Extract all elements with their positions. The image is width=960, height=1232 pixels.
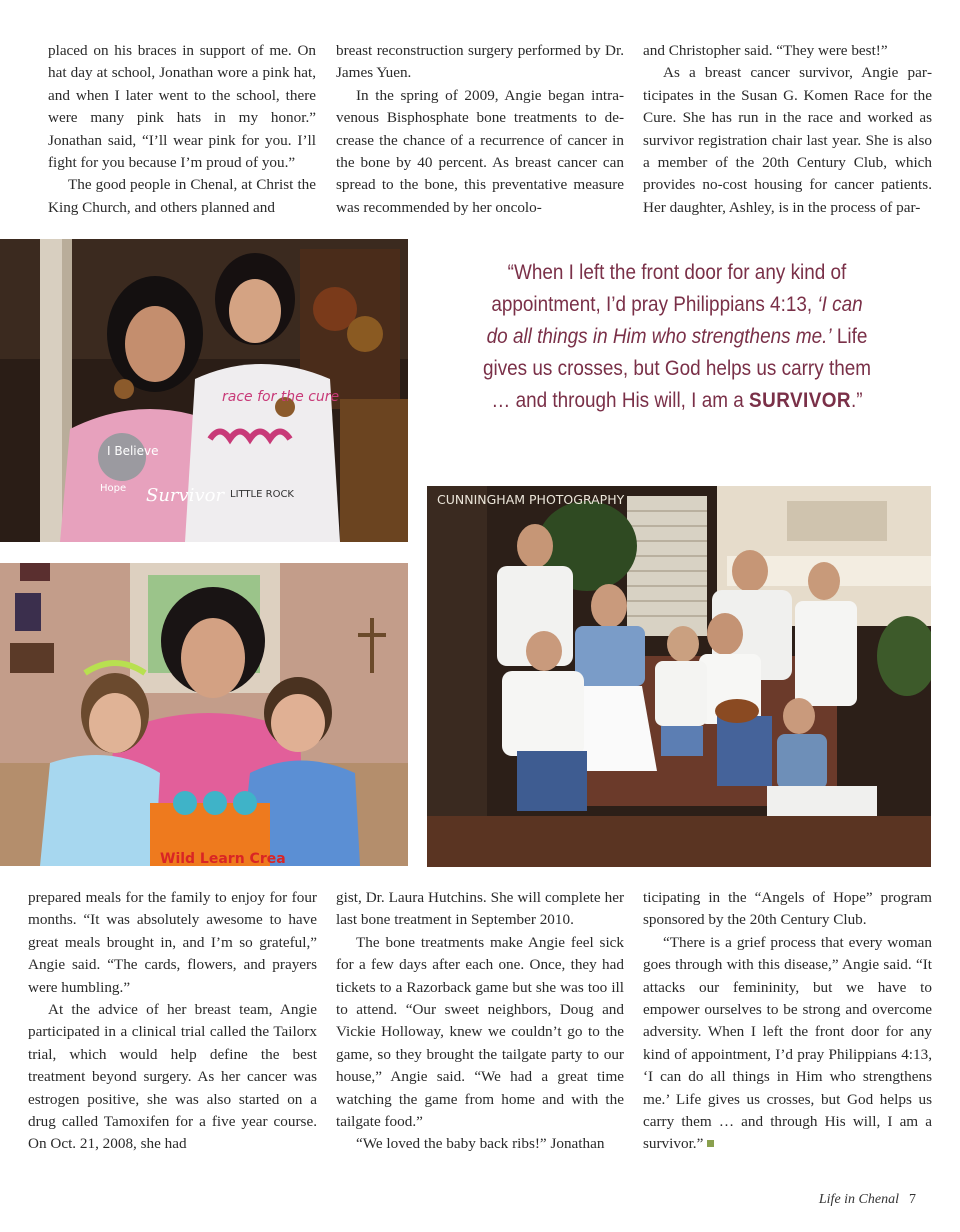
pull-quote-emphasis: SURVIVOR [749, 388, 852, 412]
article-column-2-top [336, 40, 624, 219]
paragraph-text: “There is a grief process that every woman goes through with this disease,” Angie said. “It attacks our femininity, but we have to empower ourselves to be strong and overcome adversity. When I left the front door for any kind of appointment, I’d pray Philippians 4:13, ‘I can do all things in Him who strengthens me.’ Life gives us crosses, but God helps us carry them … and through His will, I am a survivor.” [643, 933, 932, 1153]
page-footer [819, 1192, 916, 1208]
paragraph: The bone treatments make Angie feel sick for a few days after each one. Once, they had tickets to a Razorback game but she was too ill to attend. “Our sweet neighbors, Doug and Vickie Holloway, knew we couldn’t go to the game, so they brought the tailgate party to our house,” Angie said. “We had a great time watching the game from home and with the tailgate food.” [336, 933, 624, 1131]
shirt-text: Hope [100, 483, 127, 494]
paragraph: prepared meals for the family to enjoy for four months. “It was absolutely awesome to have great meals brought in, and I’m so grateful,” Angie said. “The cards, flowers, and prayers were humbling.” [28, 889, 317, 996]
article-column-2-bottom [336, 887, 624, 1156]
article-column-1-bottom [28, 887, 317, 1156]
shirt-text: LITTLE ROCK [230, 489, 294, 500]
photo-family-group [427, 486, 931, 867]
pull-quote [479, 256, 875, 416]
shirt-text: race for the cure [222, 389, 340, 405]
shirt-text: Survivor [146, 485, 225, 506]
paragraph: “We loved the baby back ribs!” Jonathan [356, 1135, 605, 1153]
end-of-article-square-icon [707, 1140, 714, 1147]
paragraph: ticipating in the “Angels of Hope” program sponsored by the 20th Century Club. [643, 889, 932, 929]
article-column-3-top [643, 40, 932, 219]
photo-mother-with-children [0, 563, 408, 866]
shirt-text: I Believe [107, 444, 159, 458]
paragraph: breast reconstruction surgery performed by Dr. James Yuen. [336, 42, 624, 82]
pull-quote-text: “When I left the front door for any kind of appointment, I’d pray Philippians 4:13, [491, 260, 847, 316]
photo-mother-daughter-medals [0, 239, 408, 542]
article-column-1-top [48, 40, 316, 219]
paragraph: At the advice of her breast team, Angie participated in a clinical trial called the Tailorx trial, which would help define the best treatment beyond surgery. As her cancer was estrogen positive, she was also started on a drug called Tamoxifen for a five year course. On Oct. 21, 2008, she had [28, 1001, 317, 1153]
magazine-name: Life in Chenal [818, 1192, 899, 1207]
article-column-3-bottom [643, 887, 932, 1156]
paragraph: In the spring of 2009, Angie began intravenous Bisphosphate bone treatments to decrease the chance of a recurrence of cancer in the bone by 40 percent. As breast cancer can spread to the bone, this preventative measure was recommended by her oncolo- [336, 86, 624, 216]
paragraph: placed on his braces in support of me. On hat day at school, Jonathan wore a pink hat, and when I later went to the school, there were many pink hats in my honor.” Jonathan said, “I’ll wear pink for you. I’ll fight for you because I’m proud of you.” [48, 42, 316, 172]
box-text: Wild Learn Crea [160, 851, 286, 866]
paragraph: The good people in Chenal, at Christ the King Church, and others planned and [48, 176, 316, 216]
page-number: 7 [909, 1192, 916, 1207]
paragraph: gist, Dr. Laura Hutchins. She will complete her last bone treatment in September 2010. [336, 889, 624, 929]
pull-quote-text: Life gives us crosses, but God helps us carry them … and through His will, I am a [482, 324, 872, 412]
pull-quote-italic: ‘I can do all things in Him who strengthens me.’ [486, 292, 863, 348]
paragraph: As a breast cancer survivor, Angie participates in the Susan G. Komen Race for the Cure. She has run in the race and worked as survivor registration chair last year. She is also a member of the 20th Century Club, which provides no-cost housing for cancer patients. Her daughter, Ashley, is in the process of par- [643, 64, 932, 216]
photo-credit: CUNNINGHAM PHOTOGRAPHY [437, 492, 625, 507]
paragraph [643, 932, 932, 1156]
paragraph: and Christopher said. “They were best!” [643, 42, 888, 59]
pull-quote-end: .” [851, 388, 863, 412]
